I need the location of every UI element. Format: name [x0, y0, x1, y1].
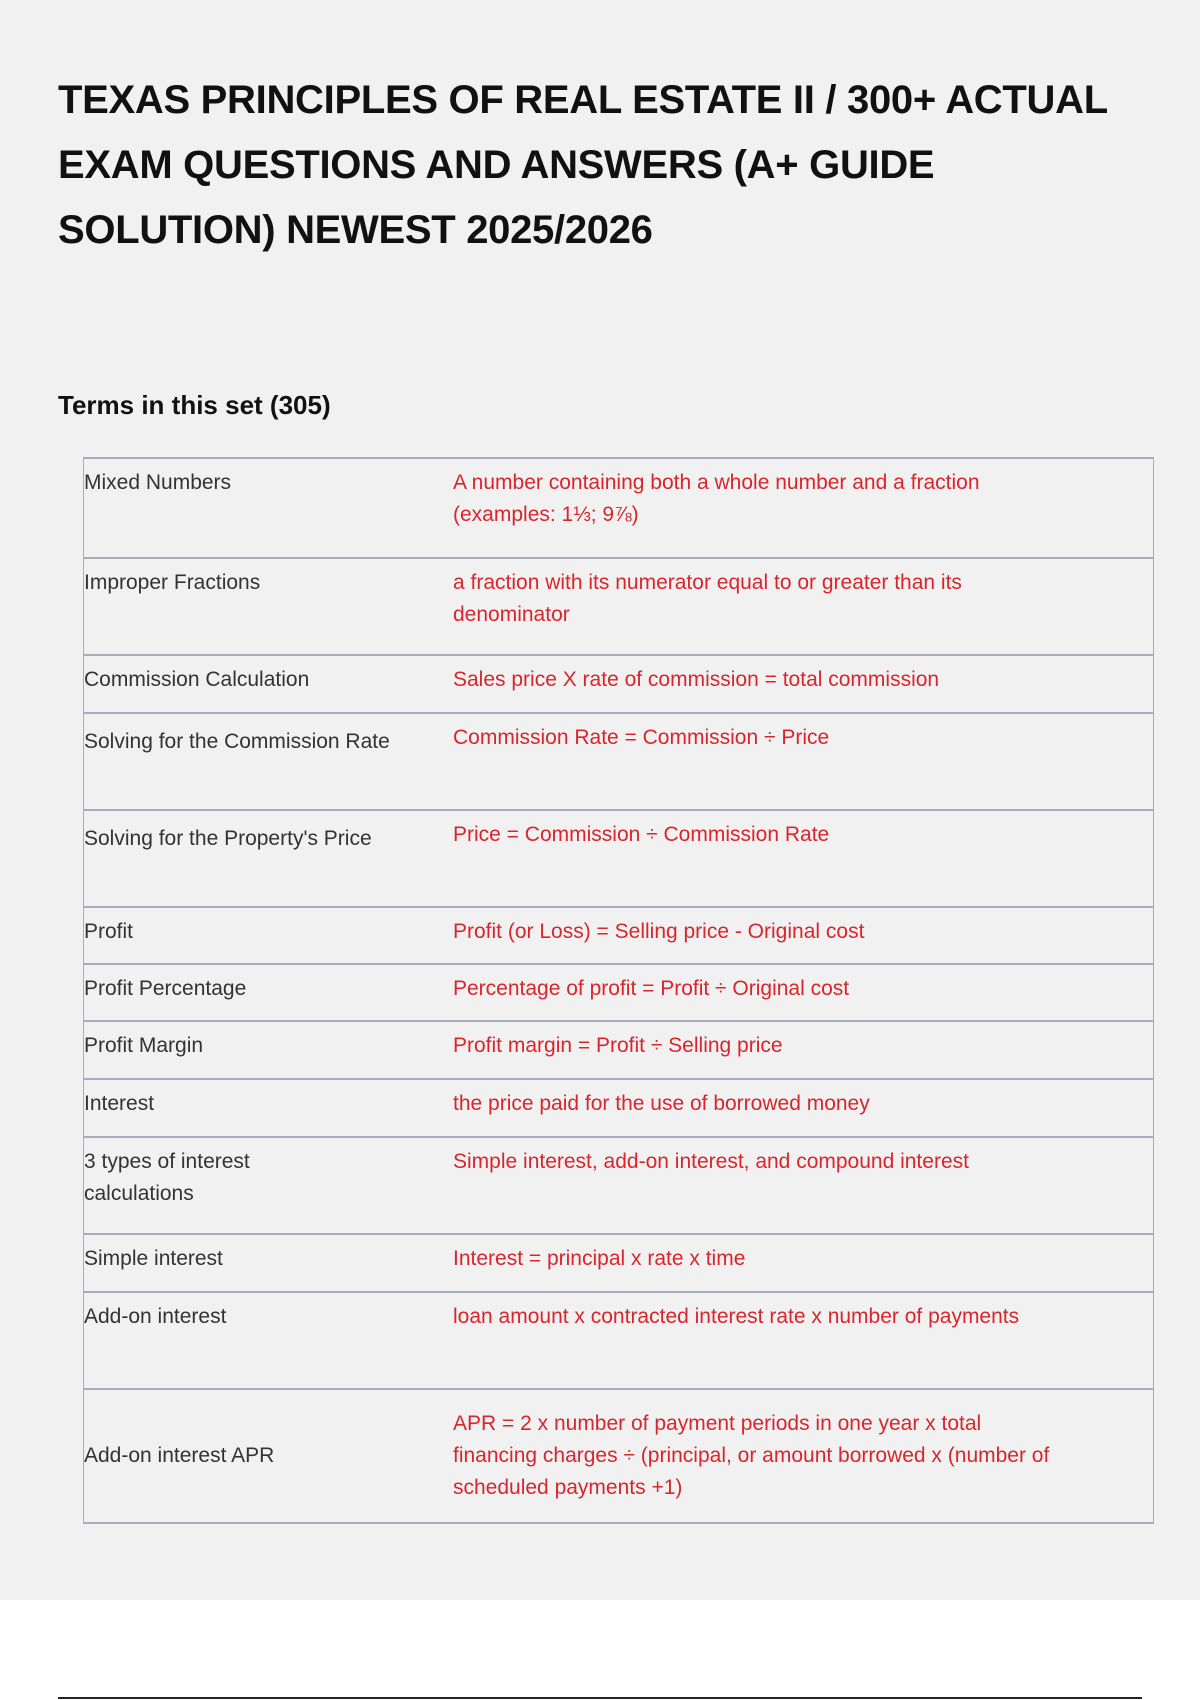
table-row	[84, 810, 1154, 907]
definition-cell: Profit margin = Profit ÷ Selling price	[453, 1021, 1154, 1079]
term-cell: 3 types of interest calculations	[84, 1137, 454, 1234]
term-cell: Add-on interest	[84, 1292, 454, 1389]
definition-cell: Price = Commission ÷ Commission Rate	[453, 810, 1154, 907]
table-row	[84, 1079, 1154, 1137]
table-row	[84, 713, 1154, 810]
definition-cell: Interest = principal x rate x time	[453, 1234, 1154, 1292]
table-row	[84, 1389, 1154, 1523]
term-cell: Simple interest	[84, 1234, 454, 1292]
table-row	[84, 964, 1154, 1021]
footer-divider	[58, 1697, 1142, 1699]
document-title: TEXAS PRINCIPLES OF REAL ESTATE II / 300+ ACTUAL EXAM QUESTIONS AND ANSWERS (A+ GUIDE SOLUTION) NEWEST 2025/2026	[58, 78, 1108, 252]
definition-cell: loan amount x contracted interest rate x number of payments	[453, 1292, 1154, 1389]
table-row	[84, 907, 1154, 964]
terms-set-count: Terms in this set (305)	[58, 390, 331, 420]
table-row	[84, 1234, 1154, 1292]
term-cell: Commission Calculation	[84, 655, 454, 713]
definition-cell: the price paid for the use of borrowed money	[453, 1079, 1154, 1137]
term-cell: Solving for the Commission Rate	[84, 713, 454, 810]
term-cell: Profit Margin	[84, 1021, 454, 1079]
term-cell: Profit Percentage	[84, 964, 454, 1021]
definition-cell: Commission Rate = Commission ÷ Price	[453, 713, 1154, 810]
term-cell: Profit	[84, 907, 454, 964]
definition-cell: A number containing both a whole number and a fraction (examples: 1⅓; 9⅞)	[453, 458, 1154, 558]
table-row	[84, 655, 1154, 713]
definition-cell: Simple interest, add-on interest, and compound interest	[453, 1137, 1154, 1234]
table-row	[84, 558, 1154, 655]
definition-cell: Profit (or Loss) = Selling price - Original cost	[453, 907, 1154, 964]
table-row	[84, 1021, 1154, 1079]
definition-cell: a fraction with its numerator equal to or greater than its denominator	[453, 558, 1154, 655]
term-cell: Interest	[84, 1079, 454, 1137]
table-row	[84, 1292, 1154, 1389]
table-row	[84, 458, 1154, 558]
term-cell: Solving for the Property's Price	[84, 810, 454, 907]
term-cell: Add-on interest APR	[84, 1389, 454, 1523]
term-cell: Mixed Numbers	[84, 458, 454, 558]
table-row	[84, 1137, 1154, 1234]
definition-cell: Percentage of profit = Profit ÷ Original cost	[453, 964, 1154, 1021]
terms-table	[83, 457, 1154, 1524]
term-cell: Improper Fractions	[84, 558, 454, 655]
definition-cell: APR = 2 x number of payment periods in one year x total financing charges ÷ (principal, or amount borrowed x (number of scheduled payments +1)	[453, 1389, 1154, 1523]
definition-cell: Sales price X rate of commission = total commission	[453, 655, 1154, 713]
